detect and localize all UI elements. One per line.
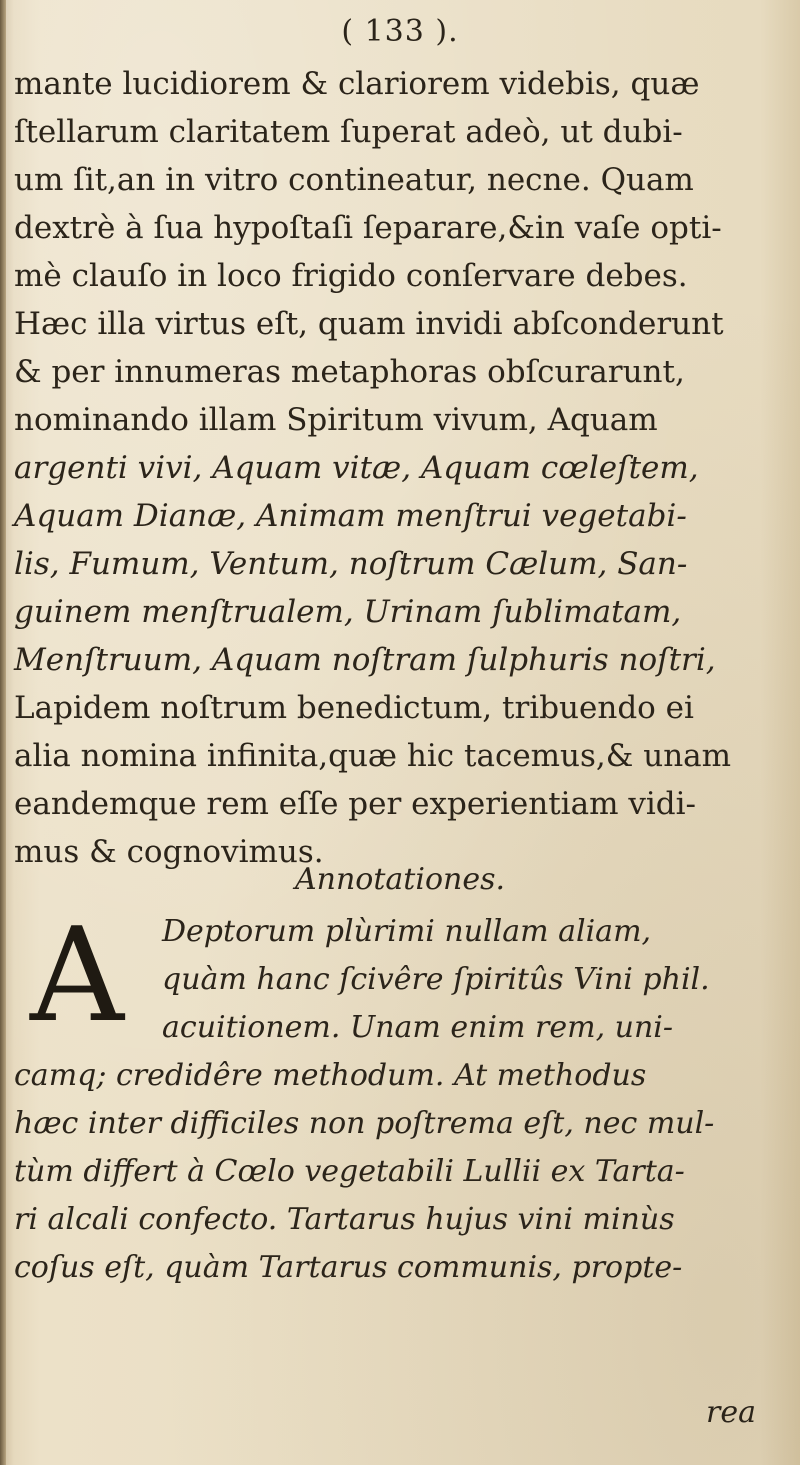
text-line: dextrè à ſua hypoſtaſi ſeparare,&in vaſe opti- <box>14 210 722 246</box>
text-line: & per innumeras metaphoras obſcurarunt, <box>14 354 685 390</box>
text-line: lis, Fumum, Ventum, noſtrum Cælum, San- <box>14 546 688 582</box>
text-line: Hæc illa virtus eſt, quam invidi abſconderunt <box>14 306 724 342</box>
text-line: nominando illam Spiritum vivum, Aquam <box>14 402 658 438</box>
drop-cap: A <box>30 899 124 1051</box>
text-line: argenti vivi, Aquam vitæ, Aquam cœleſtem, <box>14 450 699 486</box>
page-gutter <box>0 0 6 1465</box>
text-line: alia nomina infinita,quæ hic tacemus,& unam <box>14 738 732 774</box>
note-line: camq; credidêre methodum. At methodus <box>14 1058 647 1093</box>
text-line: eandemque rem eſſe per experientiam vidi- <box>14 786 696 822</box>
note-line: Deptorum plùrimi nullam aliam, <box>162 914 652 949</box>
note-line: tùm differt à Cœlo vegetabili Lullii ex Tarta- <box>14 1154 685 1189</box>
note-line: hæc inter difficiles non poſtrema eſt, nec mul- <box>14 1106 715 1141</box>
text-line: ſtellarum claritatem ſuperat adeò, ut dubi- <box>14 114 683 150</box>
text-line: Aquam Dianæ, Animam menſtrui vegetabi- <box>14 498 687 534</box>
annotations-text <box>14 899 794 1292</box>
annotations-heading: Annotationes. <box>294 862 506 897</box>
text-line: guinem menſtrualem, Urinam ſublimatam, <box>14 594 682 630</box>
note-line: quàm hanc ſcivêre ſpiritûs Vini phil. <box>162 962 710 997</box>
text-line: mus & cognovimus. <box>14 834 324 870</box>
catchword: rea <box>706 1395 756 1430</box>
text-line: Lapidem noſtrum benedictum, tribuendo ei <box>14 690 694 726</box>
text-line: mè clauſo in loco frigido conſervare debes. <box>14 258 688 294</box>
note-line: ri alcali confecto. Tartarus hujus vini minùs <box>14 1202 675 1237</box>
text-line: um ſit,an in vitro contineatur, necne. Quam <box>14 162 694 198</box>
main-text <box>14 60 794 876</box>
note-line: acuitionem. Unam enim rem, uni- <box>162 1010 674 1045</box>
note-line: coſus eſt, quàm Tartarus communis, propte- <box>14 1250 683 1285</box>
text-line: Menſtruum, Aquam noſtram ſulphuris noſtri, <box>14 642 716 678</box>
page-number: ( 133 ). <box>341 14 459 49</box>
text-line: mante lucidiorem & clariorem videbis, quæ <box>14 66 700 102</box>
